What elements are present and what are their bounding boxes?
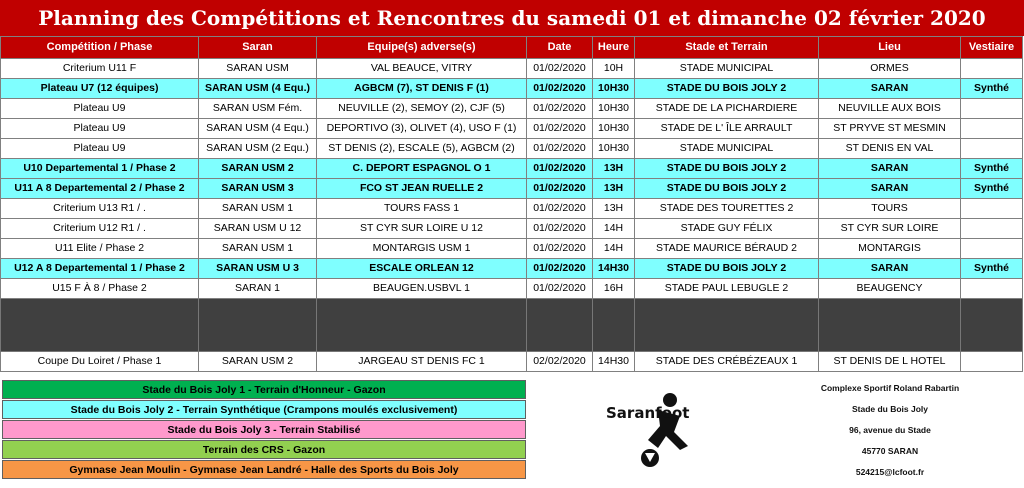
table-cell: SARAN USM <box>199 59 317 79</box>
blank-cell <box>593 299 635 352</box>
table-cell: TOURS <box>819 199 961 219</box>
table-cell: MONTARGIS USM 1 <box>317 239 527 259</box>
schedule-body <box>1 59 1023 372</box>
table-cell: 10H30 <box>593 139 635 159</box>
terrain-legend <box>2 380 526 480</box>
header-row <box>1 37 1023 59</box>
table-cell: STADE DU BOIS JOLY 2 <box>635 179 819 199</box>
table-cell: ST CYR SUR LOIRE <box>819 219 961 239</box>
table-row <box>1 199 1023 219</box>
table-cell: STADE PAUL LEBUGLE 2 <box>635 279 819 299</box>
table-cell: ORMES <box>819 59 961 79</box>
table-cell: STADE MUNICIPAL <box>635 139 819 159</box>
table-cell: 01/02/2020 <box>527 119 593 139</box>
table-cell: SARAN USM 1 <box>199 239 317 259</box>
table-cell: SARAN USM (4 Equ.) <box>199 79 317 99</box>
table-cell: Criterium U13 R1 / . <box>1 199 199 219</box>
table-cell: TOURS FASS 1 <box>317 199 527 219</box>
table-cell: 01/02/2020 <box>527 99 593 119</box>
table-cell: STADE DU BOIS JOLY 2 <box>635 259 819 279</box>
table-cell: 13H <box>593 199 635 219</box>
blank-cell <box>635 299 819 352</box>
table-cell: SARAN USM U 12 <box>199 219 317 239</box>
table-cell: VAL BEAUCE, VITRY <box>317 59 527 79</box>
table-cell: STADE DE LA PICHARDIERE <box>635 99 819 119</box>
logo-text: Saranfoot <box>606 404 690 422</box>
table-cell: 01/02/2020 <box>527 179 593 199</box>
table-cell <box>961 119 1023 139</box>
table-cell: SARAN <box>819 79 961 99</box>
table-cell: 13H <box>593 159 635 179</box>
table-cell: 10H30 <box>593 99 635 119</box>
table-cell: 13H <box>593 179 635 199</box>
table-cell: Criterium U11 F <box>1 59 199 79</box>
table-cell: SARAN <box>819 179 961 199</box>
table-cell: STADE DE L' ÎLE ARRAULT <box>635 119 819 139</box>
table-cell <box>961 352 1023 372</box>
table-row <box>1 159 1023 179</box>
table-cell <box>961 59 1023 79</box>
table-cell: MONTARGIS <box>819 239 961 259</box>
table-cell: SARAN USM 2 <box>199 159 317 179</box>
table-cell: 01/02/2020 <box>527 59 593 79</box>
table-cell: SARAN USM U 3 <box>199 259 317 279</box>
saranfoot-logo <box>600 386 710 476</box>
column-header: Stade et Terrain <box>635 37 819 59</box>
table-cell: 01/02/2020 <box>527 259 593 279</box>
address-line: 524215@lcfoot.fr <box>855 467 925 477</box>
table-cell: ST DENIS (2), ESCALE (5), AGBCM (2) <box>317 139 527 159</box>
address-line: Stade du Bois Joly <box>851 404 929 414</box>
legend-item: Gymnase Jean Moulin - Gymnase Jean Landré - Halle des Sports du Bois Joly <box>2 460 526 479</box>
table-cell: BEAUGENCY <box>819 279 961 299</box>
table-cell: 14H30 <box>593 259 635 279</box>
table-cell: U12 A 8 Departemental 1 / Phase 2 <box>1 259 199 279</box>
blank-cell <box>199 299 317 352</box>
schedule-table <box>0 36 1023 372</box>
blank-cell <box>527 299 593 352</box>
blank-cell <box>317 299 527 352</box>
table-cell <box>961 99 1023 119</box>
table-row <box>1 79 1023 99</box>
table-cell: Plateau U9 <box>1 139 199 159</box>
column-header: Lieu <box>819 37 961 59</box>
table-cell <box>961 139 1023 159</box>
table-cell <box>961 279 1023 299</box>
table-cell: ST DENIS DE L HOTEL <box>819 352 961 372</box>
table-cell: SARAN <box>819 259 961 279</box>
table-cell <box>961 199 1023 219</box>
table-cell: SARAN USM 1 <box>199 199 317 219</box>
table-cell: NEUVILLE AUX BOIS <box>819 99 961 119</box>
legend-item: Stade du Bois Joly 3 - Terrain Stabilisé <box>2 420 526 439</box>
blank-cell <box>819 299 961 352</box>
table-cell: U11 Elite / Phase 2 <box>1 239 199 259</box>
table-cell: ESCALE ORLEAN 12 <box>317 259 527 279</box>
table-cell: 01/02/2020 <box>527 239 593 259</box>
table-cell: U15 F À 8 / Phase 2 <box>1 279 199 299</box>
table-row <box>1 279 1023 299</box>
table-cell: STADE GUY FÉLIX <box>635 219 819 239</box>
table-cell: SARAN USM (2 Equ.) <box>199 139 317 159</box>
table-row <box>1 259 1023 279</box>
table-cell: DEPORTIVO (3), OLIVET (4), USO F (1) <box>317 119 527 139</box>
table-cell: JARGEAU ST DENIS FC 1 <box>317 352 527 372</box>
table-cell: Synthé <box>961 79 1023 99</box>
column-header: Vestiaire <box>961 37 1023 59</box>
table-cell: STADE MUNICIPAL <box>635 59 819 79</box>
table-cell: 01/02/2020 <box>527 279 593 299</box>
blank-row <box>1 299 1023 352</box>
table-cell: STADE DU BOIS JOLY 2 <box>635 79 819 99</box>
table-cell: STADE MAURICE BÉRAUD 2 <box>635 239 819 259</box>
table-cell <box>961 239 1023 259</box>
club-address <box>780 378 1000 483</box>
table-row <box>1 219 1023 239</box>
table-row <box>1 139 1023 159</box>
table-cell: STADE DES TOURETTES 2 <box>635 199 819 219</box>
table-row <box>1 239 1023 259</box>
table-cell: Synthé <box>961 259 1023 279</box>
table-row <box>1 59 1023 79</box>
table-cell: NEUVILLE (2), SEMOY (2), CJF (5) <box>317 99 527 119</box>
table-cell: 14H <box>593 239 635 259</box>
table-cell: SARAN 1 <box>199 279 317 299</box>
table-cell: SARAN <box>819 159 961 179</box>
table-cell: 16H <box>593 279 635 299</box>
table-cell: SARAN USM Fém. <box>199 99 317 119</box>
table-cell: 10H <box>593 59 635 79</box>
table-cell: ST PRYVE ST MESMIN <box>819 119 961 139</box>
table-cell: FCO ST JEAN RUELLE 2 <box>317 179 527 199</box>
table-cell: Plateau U7 (12 équipes) <box>1 79 199 99</box>
address-line: 96, avenue du Stade <box>849 425 931 435</box>
table-cell: 01/02/2020 <box>527 219 593 239</box>
column-header: Heure <box>593 37 635 59</box>
table-cell: SARAN USM 3 <box>199 179 317 199</box>
table-cell: Plateau U9 <box>1 99 199 119</box>
table-cell: STADE DU BOIS JOLY 2 <box>635 159 819 179</box>
table-cell: STADE DES CRÉBÉZEAUX 1 <box>635 352 819 372</box>
column-header: Equipe(s) adverse(s) <box>317 37 527 59</box>
blank-cell <box>1 299 199 352</box>
table-cell: SARAN USM (4 Equ.) <box>199 119 317 139</box>
table-cell: 14H30 <box>593 352 635 372</box>
blank-cell <box>961 299 1023 352</box>
table-cell: Criterium U12 R1 / . <box>1 219 199 239</box>
table-cell: AGBCM (7), ST DENIS F (1) <box>317 79 527 99</box>
address-line: 45770 SARAN <box>861 446 919 456</box>
table-cell: 01/02/2020 <box>527 139 593 159</box>
table-cell: 01/02/2020 <box>527 79 593 99</box>
table-cell: U11 A 8 Departemental 2 / Phase 2 <box>1 179 199 199</box>
column-header: Saran <box>199 37 317 59</box>
legend-item: Stade du Bois Joly 2 - Terrain Synthétique (Crampons moulés exclusivement) <box>2 400 526 419</box>
table-cell: ST DENIS EN VAL <box>819 139 961 159</box>
table-cell: 14H <box>593 219 635 239</box>
table-cell <box>961 219 1023 239</box>
table-cell: SARAN USM 2 <box>199 352 317 372</box>
page-title: Planning des Compétitions et Rencontres du samedi 01 et dimanche 02 février 2020 <box>0 0 1024 36</box>
table-cell: 10H30 <box>593 119 635 139</box>
table-cell: 01/02/2020 <box>527 159 593 179</box>
table-cell: Coupe Du Loiret / Phase 1 <box>1 352 199 372</box>
table-cell: BEAUGEN.USBVL 1 <box>317 279 527 299</box>
table-cell: Plateau U9 <box>1 119 199 139</box>
table-cell: 10H30 <box>593 79 635 99</box>
table-row <box>1 99 1023 119</box>
column-header: Compétition / Phase <box>1 37 199 59</box>
legend-item: Stade du Bois Joly 1 - Terrain d'Honneur - Gazon <box>2 380 526 399</box>
table-cell: U10 Departemental 1 / Phase 2 <box>1 159 199 179</box>
table-cell: C. DEPORT ESPAGNOL O 1 <box>317 159 527 179</box>
table-row <box>1 119 1023 139</box>
table-cell: 02/02/2020 <box>527 352 593 372</box>
legend-item: Terrain des CRS - Gazon <box>2 440 526 459</box>
table-cell: Synthé <box>961 179 1023 199</box>
table-row <box>1 179 1023 199</box>
table-cell: 01/02/2020 <box>527 199 593 219</box>
address-line: Complexe Sportif Roland Rabartin <box>820 383 960 393</box>
table-row <box>1 352 1023 372</box>
table-cell: Synthé <box>961 159 1023 179</box>
column-header: Date <box>527 37 593 59</box>
table-cell: ST CYR SUR LOIRE U 12 <box>317 219 527 239</box>
